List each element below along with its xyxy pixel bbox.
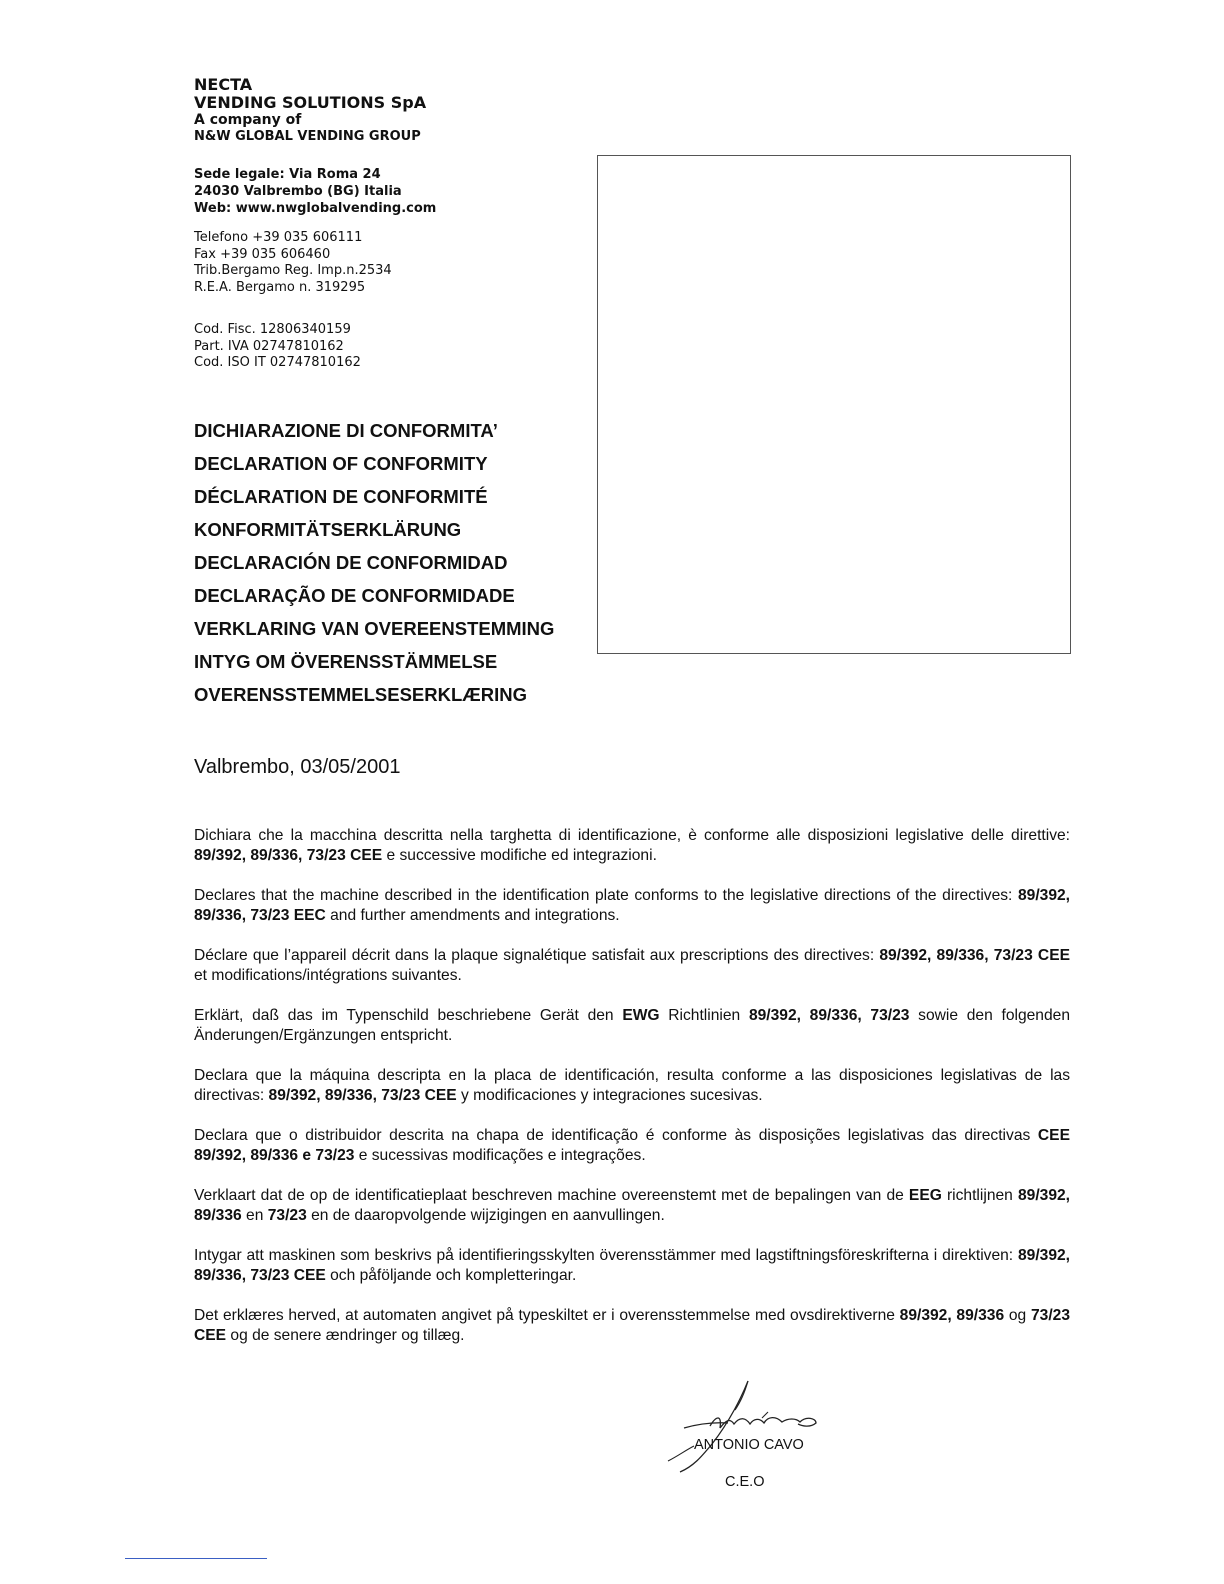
declaration-en: Declares that the machine described in the identification plate conforms to the legislative directions of the directives: 89/392, 89/336, 73/23 EEC and further amendments and integrations. [194, 887, 1070, 924]
title-sv: INTYG OM ÖVERENSSTÄMMELSE [194, 651, 498, 672]
title-de: KONFORMITÄTSERKLÄRUNG [194, 519, 462, 540]
fiscal-code-line: Cod. Fisc. 12806340159 [194, 322, 351, 337]
declaration-sv: Intygar att maskinen som beskrivs på identifieringsskylten överensstämmer med lagstiftningsföreskrifterna i direktiven: 89/392, 89/336, 73/23 CEE och påföljande och kompletteringar. [194, 1247, 1070, 1284]
contact-info [194, 230, 392, 296]
declaration-it: Dichiara che la macchina descritta nella targhetta di identificazione, è conforme alle disposizioni legislative delle direttive: 89/392, 89/336, 73/23 CEE e successive modifiche ed integrazioni. [194, 827, 1070, 864]
company-block [194, 76, 426, 145]
rea-line: R.E.A. Bergamo n. 319295 [194, 279, 366, 295]
declaration-titles [194, 418, 554, 715]
phone-line: Telefono +39 035 606111 [194, 230, 363, 245]
declaration-fr: Déclare que l’appareil décrit dans la plaque signalétique satisfait aux prescriptions des directives: 89/392, 89/336, 73/23 CEE et modifications/intégrations suivantes. [194, 947, 1070, 984]
legal-address [194, 166, 436, 217]
declaration-da: Det erklæres herved, at automaten angivet på typeskiltet er i overensstemmelse med ovsdirektiverne 89/392, 89/336 og 73/23 CEE og de senere ændringer og tillæg. [194, 1307, 1070, 1344]
address-line: Sede legale: Via Roma 24 [194, 167, 381, 182]
iso-code-line: Cod. ISO IT 02747810162 [194, 355, 361, 370]
registry-line: Trib.Bergamo Reg. Imp.n.2534 [194, 263, 392, 278]
identification-plate-box [597, 155, 1071, 654]
signer-name: ANTONIO CAVO [694, 1437, 804, 1453]
company-subtitle: VENDING SOLUTIONS SpA [194, 93, 427, 112]
place-and-date: Valbrembo, 03/05/2001 [194, 756, 401, 778]
declaration-de: Erklärt, daß das im Typenschild beschriebene Gerät den EWG Richtlinien 89/392, 89/336, 73/23 sowie den folgenden Änderungen/Ergänzungen entspricht. [194, 1007, 1070, 1044]
address-line: 24030 Valbrembo (BG) Italia [194, 184, 402, 199]
fiscal-info [194, 322, 361, 372]
website-line: Web: www.nwglobalvending.com [194, 201, 437, 216]
title-pt: DECLARAÇÃO DE CONFORMIDADE [194, 585, 515, 606]
title-da: OVERENSSTEMMELSESERKLÆRING [194, 684, 528, 705]
title-fr: DÉCLARATION DE CONFORMITÉ [194, 486, 488, 507]
title-es: DECLARACIÓN DE CONFORMIDAD [194, 552, 508, 573]
declaration-pt: Declara que o distribuidor descrita na chapa de identificação é conforme às disposições legislativas das directivas CEE 89/392, 89/336 e 73/23 e sucessivas modificações e integrações. [194, 1127, 1070, 1164]
declaration-nl: Verklaart dat de op de identificatieplaat beschreven machine overeenstemt met de bepalingen van de EEG richtlijnen 89/392, 89/336 en 73/23 en de daaropvolgende wijzigingen en aanvullingen. [194, 1187, 1070, 1224]
company-name: NECTA [194, 75, 253, 94]
title-nl: VERKLARING VAN OVEREENSTEMMING [194, 618, 555, 639]
company-parent-name: N&W GLOBAL VENDING GROUP [194, 129, 421, 144]
declaration-texts [194, 826, 1070, 1346]
title-it: DICHIARAZIONE DI CONFORMITA’ [194, 420, 498, 441]
vat-line: Part. IVA 02747810162 [194, 338, 344, 354]
title-en: DECLARATION OF CONFORMITY [194, 453, 488, 474]
declaration-es: Declara que la máquina descripta en la placa de identificación, resulta conforme a las disposiciones legislativas de las directivas: 89/392, 89/336, 73/23 CEE y modificaciones y integraciones sucesivas. [194, 1067, 1070, 1104]
fax-line: Fax +39 035 606460 [194, 246, 331, 262]
company-parent-label: A company of [194, 112, 302, 128]
footer-rule [125, 1558, 267, 1559]
handwritten-signature [650, 1376, 830, 1476]
signer-role: C.E.O [725, 1474, 765, 1490]
